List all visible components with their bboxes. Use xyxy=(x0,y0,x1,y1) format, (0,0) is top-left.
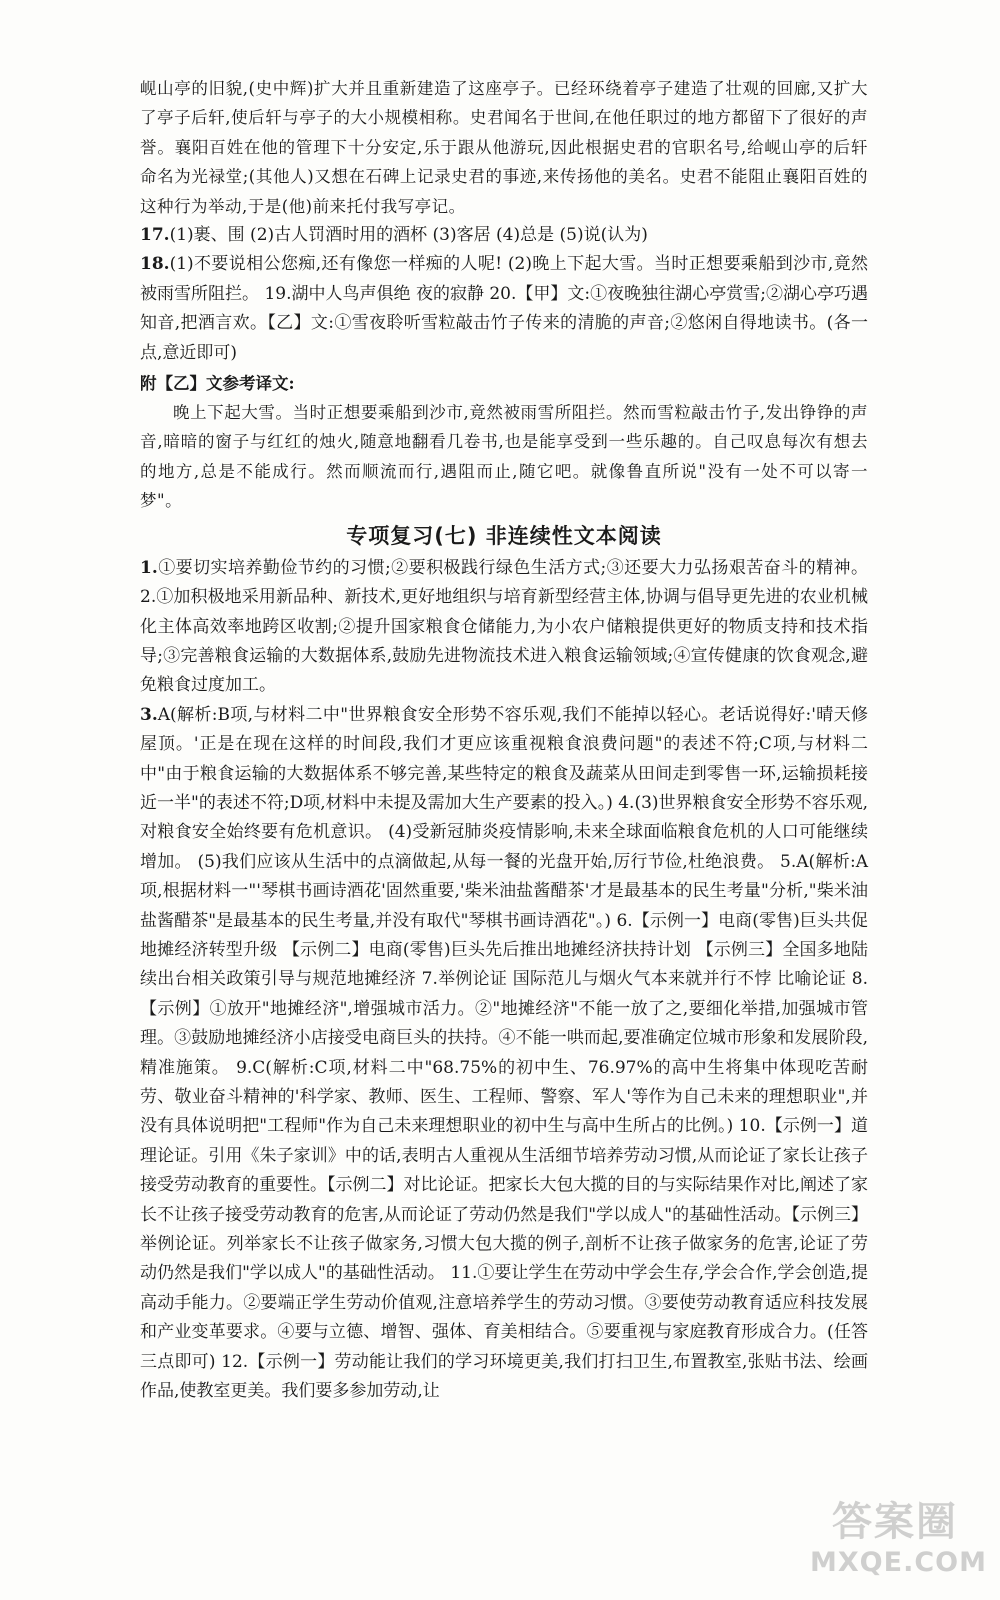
answer-page xyxy=(140,74,868,1406)
p-q3-12 xyxy=(140,701,868,1407)
p-translation-cont: 岘山亭的旧貌,(史中辉)扩大并且重新建造了这座亭子。已经环绕着亭子建造了壮观的回廊,又扩大了亭子后轩,使后轩与亭子的大小规模相称。史君闻名于世间,在他任职过的地方都留下了很好的声誉。襄阳百姓在他的管理下十分安定,乐于跟从他游玩,因此根据史君的官职名号,给岘山亭的后轩命名为光禄堂;(其他人)又想在石碑上记录史君的事迹,来传扬他的美名。史君不能阻止襄阳百姓的这种行为举动,于是(他)前来托付我写亭记。 xyxy=(140,79,868,216)
question-number: 18. xyxy=(140,254,170,275)
answer-text: A(解析:B项,与材料二中"世界粮食安全形势不容乐观,我们不能掉以轻心。老话说得好:'晴天修屋顶。'正是在现在这样的时间段,我们才更应该重视粮食浪费问题"的表述不符;C项,与材料二中"由于粮食运输的大数据体系不够完善,某些特定的粮食及蔬菜从田间走到零售一环,运输损耗接近一半"的表述不符;D项,材料中未提及需加大生产要素的投入。) 4.(3)世界粮食安全形势不容乐观,对粮食安全始终要有危机意识。 (4)受新冠肺炎疫情影响,未来全球面临粮食危机的人口可能继续增加。 (5)我们应该从生活中的点滴做起,从每一餐的光盘开始,厉行节俭,杜绝浪费。 5.A(解析:A项,根据材料一"'琴棋书画诗酒花'固然重要,'柴米油盐酱醋茶'才是最基本的民生考量"分析,"柴米油盐酱醋茶"是最基本的民生考量,并没有取代"琴棋书画诗酒花"。) 6.【示例一】电商(零售)巨头共促地摊经济转型升级 【示例二】电商(零售)巨头先后推出地摊经济扶持计划 【示例三】全国多地陆续出台相关政策引导与规范地摊经济 7.举例论证 国际范儿与烟火气本来就并行不悖 比喻论证 8.【示例】①放开"地摊经济",增强城市活力。②"地摊经济"不能一放了之,要细化举措,加强城市管理。③鼓励地摊经济小店接受电商巨头的扶持。④不能一哄而起,要准确定位城市形象和发展阶段,精准施策。 9.C(解析:C项,材料二中"68.75%的初中生、76.97%的高中生将集中体现吃苦耐劳、敬业奋斗精神的'科学家、教师、医生、工程师、警察、军人'等作为自己未来的理想职业",并没有具体说明把"工程师"作为自己未来理想职业的初中生与高中生所占的比例。) 10.【示例一】道理论证。引用《朱子家训》中的话,表明古人重视从生活细节培养劳动习惯,从而论证了家长让孩子接受劳动教育的重要性。【示例二】对比论证。把家长大包大揽的目的与实际结果作对比,阐述了家长不让孩子接受劳动教育的危害,从而论证了劳动仍然是我们"学以成人"的基础性活动。【示例三】举例论证。列举家长不让孩子做家务,习惯大包大揽的例子,剖析不让孩子做家务的危害,论证了劳动仍然是我们"学以成人"的基础性活动。 11.①要让学生在劳动中学会生存,学会合作,学会创造,提高动手能力。②要端正学生劳动价值观,注意培养学生的劳动习惯。③要使劳动教育适应科技发展和产业变革要求。④要与立德、增智、强体、育美相结合。⑤要重视与家庭教育形成合力。(任答三点即可) 12.【示例一】劳动能让我们的学习环境更美,我们打扫卫生,布置教室,张贴书法、绘画作品,使教室更美。我们要多参加劳动,让 xyxy=(140,704,868,1402)
answer-text: (1)不要说相公您痴,还有像您一样痴的人呢! (2)晚上下起大雪。当时正想要乘船到沙市,竟然被雨雪所阻拦。 19.湖中人鸟声俱绝 夜的寂静 20.【甲】文:①夜晚独往湖心亭赏雪;②湖心亭巧遇知音,把酒言欢。【乙】文:①雪夜聆听雪粒敲击竹子传来的清脆的声音;②悠闲自得地读书。(各一点,意近即可) xyxy=(140,254,868,363)
p-yi-heading: 附【乙】文参考译文: xyxy=(140,374,295,394)
question-number: 3. xyxy=(140,704,158,725)
watermark-bottom-text: MXQE.COM xyxy=(810,1547,987,1578)
p-q1-2 xyxy=(140,554,868,701)
p-yi-translation: 晚上下起大雪。当时正想要乘船到沙市,竟然被雨雪所阻拦。然而雪粒敲击竹子,发出铮铮的声音,暗暗的窗子与红红的烛火,随意地翻看几卷书,也是能享受到一些乐趣的。自己叹息每次有想去的地方,总是不能成行。然而顺流而行,遇阻而止,随它吧。就像鲁直所说"没有一处不可以寄一梦"。 xyxy=(140,403,868,511)
question-number: 17. xyxy=(140,225,170,246)
p-q17 xyxy=(140,221,868,250)
answer-text: (1)裹、围 (2)古人罚酒时用的酒杯 (3)客居 (4)总是 (5)说(认为) xyxy=(169,225,648,246)
question-number: 1. xyxy=(140,557,158,578)
watermark-logo xyxy=(810,1496,987,1588)
p-q18-20 xyxy=(140,250,868,368)
section-heading: 专项复习(七) 非连续性文本阅读 xyxy=(346,523,662,548)
watermark-top-text: 答案圈 xyxy=(832,1499,958,1545)
answer-text: ①要切实培养勤俭节约的习惯;②要积极践行绿色生活方式;③还要大力弘扬艰苦奋斗的精神。 2.①加积极地采用新品种、新技术,更好地组织与培育新型经营主体,协调与倡导更先进的农业机械化主体高效率地跨区收割;②提升国家粮食仓储能力,为小农户储粮提供更好的物质支持和技术指导;③完善粮食运输的大数据体系,鼓励先进物流技术进入粮食运输领域;④宣传健康的饮食观念,避免粮食过度加工。 xyxy=(140,557,868,696)
